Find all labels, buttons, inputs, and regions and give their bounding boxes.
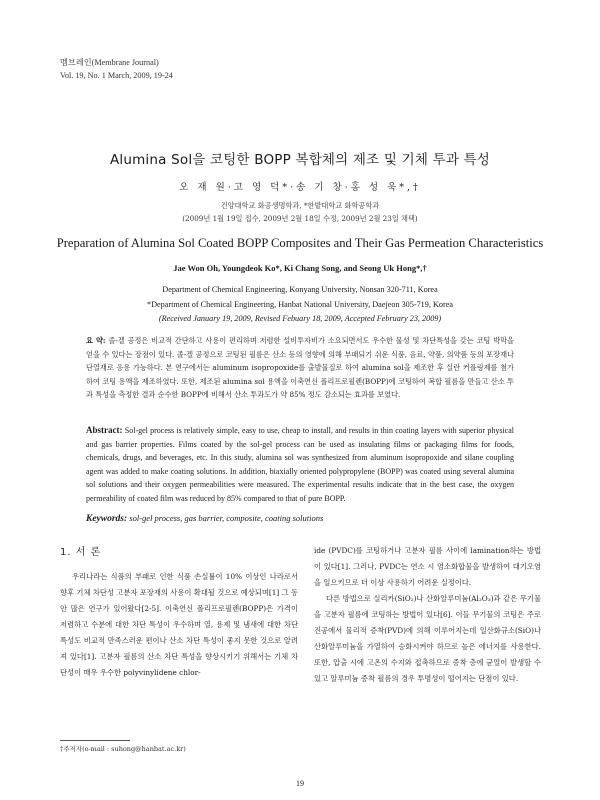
- abstract-english: [86, 424, 514, 505]
- section-heading: 1. 서 론: [60, 547, 102, 558]
- abstract-korean: [86, 334, 514, 402]
- affiliation-korean: [0, 199, 600, 225]
- page-number: 19: [296, 779, 304, 788]
- keywords-text: sol-gel process, gas barrier, composite, coating solutions: [129, 513, 324, 523]
- affiliation-english-line1: Department of Chemical Engineering, Konyang University, Nonsan 320-711, Korea: [162, 285, 438, 294]
- body-column-right: [314, 543, 541, 687]
- affiliation-korean-line1: 건양대학교 화공생명학과, *한밭대학교 화학공학과: [220, 201, 380, 210]
- body-column-left: [60, 569, 298, 681]
- abstract-english-text: Sol-gel process is relatively simple, easy to use, cheap to install, and results in thin coating layers with superior physical and gas barrier properties. Films coated by the sol-gel process can be used as insulating films or packaging films for foods, chemicals, drugs, and beverages, etc. In this study, alumina sol was synthesized from aluminum isopropoxide and silane coupling agent was added to make coating solutions. In addition, biaxially oriented polypropylene (BOPP) was coated using several alumina sol solutions and their oxygen permeabilities were measured. The experimental results indicate that in the best case, the oxygen permeability of coated film was reduced by 85% compared to that of pure BOPP.: [86, 426, 515, 503]
- body-paragraph: 다른 방법으로 실리카(SiO₂)나 산화알루미늄(Al₂O₃)과 같은 무기물을 고분자 필름에 코팅하는 방법이 있다[6]. 이들 무기물의 코팅은 주로 진공에서 물리적 증착(PVD)에 의해 이루어지는데 일산화규소(SiO)나 산화알루미늄을 가열하여 승화시켜야 하므로 높은 에너지를 사용한다. 또한, 압출 시에 고온의 수지와 접촉하므로 증착 층에 균열이 발생할 수 있고 알루미늄 증착 필름의 경우 투명성이 떨어지는 단점이 있다.: [314, 594, 541, 683]
- abstract-korean-label: 요 약:: [86, 336, 106, 345]
- keywords: [86, 513, 514, 524]
- title-english: Preparation of Alumina Sol Coated BOPP Composites and Their Gas Permeation Characteristics: [56, 236, 544, 250]
- affiliation-english: [0, 283, 600, 327]
- affiliation-english-line2: *Department of Chemical Engineering, Hanbat National University, Daejeon 305-719, Korea: [147, 299, 453, 309]
- footnote: †주저자(e-mail : suhong@hanbat.ac.kr): [60, 745, 186, 753]
- keywords-label: Keywords:: [86, 514, 128, 524]
- authors-korean: 오 재 원·고 영 덕*·송 기 창·홍 성 욱*,†: [179, 182, 421, 193]
- journal-issue: Vol. 19, No. 1 March, 2009, 19-24: [60, 71, 173, 80]
- title-korean: Alumina Sol을 코팅한 BOPP 복합체의 제조 및 기체 투과 특성: [109, 152, 491, 168]
- affiliation-english-dates: (Received January 19, 2009, Revised Febuary 18, 2009, Accepted February 23, 2009): [158, 314, 442, 323]
- abstract-english-label: Abstract:: [86, 425, 123, 435]
- journal-header: [60, 56, 173, 82]
- journal-name: 멤브레인(Membrane Journal): [60, 58, 159, 67]
- body-paragraph: ide (PVDC)를 코팅하거나 고분자 필름 사이에 lamination하는 방법이 있다[1]. 그러나, PVDC는 연소 시 염소화합물을 발생하여 대기오염을 일으키므로 더 이상 사용하기 어려운 실정이다.: [314, 546, 541, 587]
- affiliation-korean-dates: (2009년 1월 19일 접수, 2009년 2월 18일 수정, 2009년 2월 23일 채택): [182, 214, 418, 223]
- abstract-korean-text: 졸-겔 공정은 비교적 간단하고 사용이 편리하며 저렴한 설비투자비가 소요되면서도 우수한 물성 및 차단특성을 갖는 코팅 박막을 얻을 수 있다는 장점이 있다. 졸-겔 공정으로 코팅된 필름은 산소 등의 영향에 의해 부패되기 쉬운 식품, 음료, 약품, 의약품 등의 포장재나 단열재로 응용 가능하다. 본 연구에서는 aluminum isopropoxide를 출발물질로 하여 alumina sol을 제조한 후 실란 커플링제를 첨가하여 코팅 용액을 제조하였다. 또한, 제조된 alumina sol 용액을 이축연신 폴리프로필렌(BOPP)에 코팅하여 복합 필름을 만들고 산소 투과 특성을 측정한 결과 순수한 BOPP에 비해서 산소 투과도가 약 85% 정도 감소되는 효과를 보였다.: [86, 336, 514, 399]
- footnote-divider: [60, 740, 130, 741]
- authors-english: Jae Won Oh, Youngdeok Ko*, Ki Chang Song, and Seong Uk Hong*,†: [173, 263, 427, 273]
- body-paragraph: 우리나라는 식품의 부패로 인한 식품 손실률이 10% 이상인 나라로서 향후 기체 차단성 고분자 포장재의 사용이 확대될 것으로 예상되며[1] 그 동안 많은 연구가 있어왔다[2-5]. 이축연신 폴리프로필렌(BOPP)은 가격이 저렴하고 수분에 대한 차단 특성이 우수하며 열, 용제 및 냄새에 대한 차단 특성도 비교적 만족스러운 편이나 산소 차단 특성이 좋지 못한 것으로 알려져 있다[1]. 고분자 필름의 산소 차단 특성을 향상시키기 위해서는 기체 차단성이 매우 우수한 polyvinylidene chlor-: [60, 572, 298, 677]
